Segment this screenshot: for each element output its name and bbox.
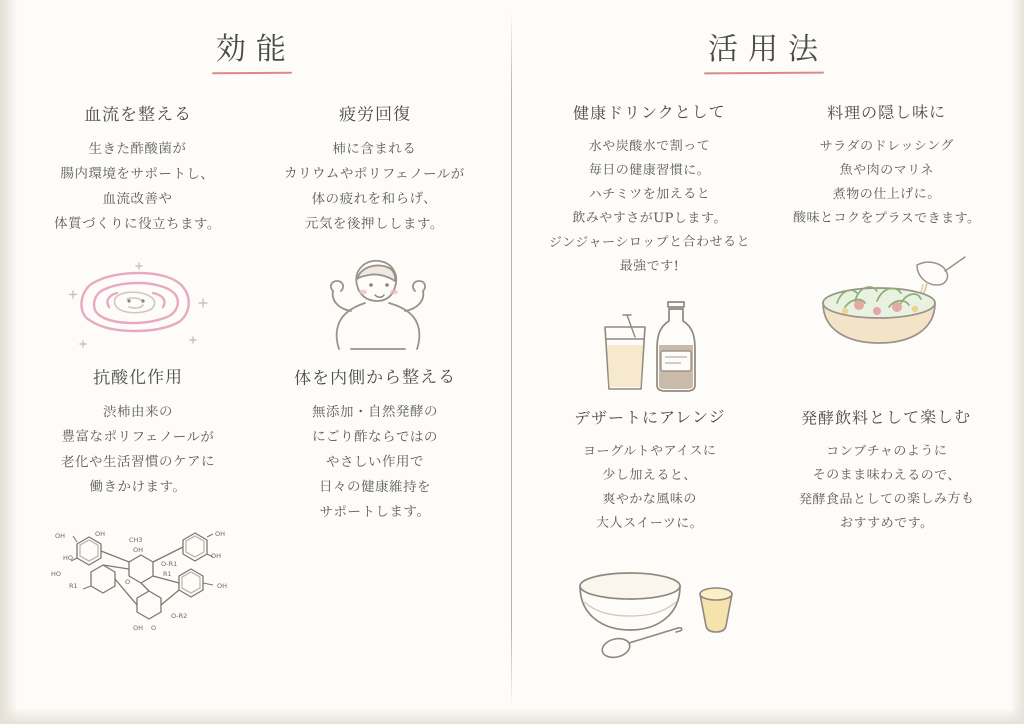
right-column [512, 0, 1024, 724]
card-line: 飲みやすさがUPします。 [572, 210, 727, 227]
svg-text:CH3: CH3 [128, 535, 143, 544]
card-title: 健康ドリンクとして [573, 102, 726, 123]
card-line: にごり酢ならではの [311, 428, 438, 446]
card-title: 料理の隠し味に [826, 102, 947, 123]
svg-text:HO: HO [62, 553, 73, 562]
svg-text:OH: OH [210, 551, 221, 560]
svg-text:OH: OH [214, 529, 225, 538]
card-line: 豊富なポリフェノールが [60, 428, 214, 446]
right-section-heading [538, 24, 998, 74]
card-body [312, 400, 438, 525]
left-card-grid [26, 100, 486, 634]
svg-text:OH: OH [216, 581, 227, 590]
card-line: サラダのドレッシング [819, 138, 954, 155]
card-body [61, 400, 215, 500]
card-title: デザートにアレンジ [573, 407, 726, 429]
left-section-heading [26, 24, 486, 74]
card-line: 働きかけます。 [88, 478, 186, 496]
right-section-title: 活用法 [702, 24, 834, 74]
card-health-drink [538, 100, 761, 397]
card-line: 生きた酢酸菌が [88, 140, 187, 158]
page-fold-line [511, 10, 512, 710]
card-fermented-drink [775, 405, 998, 670]
card-line: 日々の健康維持を [318, 478, 431, 496]
card-line: そのまま味わえるので、 [812, 467, 961, 484]
card-fatigue-recovery [263, 100, 486, 355]
salad-bowl-icon [797, 245, 977, 349]
card-body [54, 137, 221, 237]
card-line: 水や炭酸水で割って [588, 138, 711, 155]
svg-text:O: O [150, 623, 156, 632]
svg-text:O: O [124, 577, 130, 586]
card-line: 最強です! [619, 259, 680, 275]
card-body [284, 137, 465, 237]
card-line: 老化や生活習慣のケアに [60, 453, 215, 471]
card-line: カリウムやポリフェノールが [284, 165, 465, 183]
card-line: 血流改善や [102, 190, 173, 208]
svg-text:OH: OH [94, 529, 105, 538]
right-card-grid [538, 100, 998, 670]
card-line: 少し加えると、 [602, 468, 697, 484]
svg-text:OH: OH [54, 531, 65, 540]
card-line: ジンジャーシロップと合わせると [548, 234, 751, 251]
card-line: コンブチャのように [825, 443, 948, 460]
card-line: 発酵食品としての楽しみ方も [798, 491, 975, 508]
card-line: 煮物の仕上げに。 [832, 186, 941, 203]
card-dessert-arrange [538, 405, 761, 670]
card-body [549, 135, 750, 279]
card-body [799, 440, 975, 536]
svg-text:R1: R1 [68, 581, 78, 590]
card-line: 酸味とコクをプラスできます。 [792, 210, 981, 227]
flexing-person-icon [295, 251, 455, 355]
card-line: 柿に含まれる [332, 140, 417, 158]
card-line: 大人スイーツに。 [595, 516, 704, 532]
polyphenol-molecule-icon [33, 514, 243, 634]
card-line: やさしい作用で [325, 453, 424, 471]
card-title: 疲労回復 [338, 104, 411, 126]
card-title: 抗酸化作用 [92, 367, 183, 389]
card-body [793, 135, 981, 231]
glass-and-bottle-icon [565, 293, 735, 397]
svg-text:OH: OH [132, 545, 143, 554]
card-line: おすすめです。 [839, 516, 934, 532]
card-line: ヨーグルトやアイスに [582, 443, 717, 460]
svg-text:O-R2: O-R2 [170, 611, 187, 620]
card-line: 体質づくりに役立ちます。 [53, 215, 221, 233]
card-line: ハチミツを加えると [588, 186, 711, 203]
left-section-title: 効能 [210, 24, 302, 74]
card-line: 魚や肉のマリネ [839, 162, 934, 179]
card-line: 体の疲れを和らげ、 [311, 190, 438, 208]
card-title: 血流を整える [83, 104, 192, 126]
card-title: 発酵飲料として楽しむ [801, 407, 972, 429]
card-antioxidant [26, 363, 249, 634]
card-line: 爽やかな風味の [602, 492, 697, 508]
card-inner-balance [263, 363, 486, 634]
card-line: サポートします。 [318, 503, 430, 521]
card-cooking-secret [775, 100, 998, 397]
card-line: 毎日の健康習慣に。 [588, 162, 711, 179]
card-line: 元気を後押しします。 [304, 215, 444, 233]
svg-text:O-R1: O-R1 [160, 559, 177, 568]
card-body [583, 440, 716, 536]
svg-text:HO: HO [50, 569, 61, 578]
yogurt-bowl-spoon-icon [550, 550, 750, 670]
svg-text:OH: OH [132, 623, 143, 632]
card-line: 無添加・自然発酵の [311, 403, 438, 421]
intestine-character-icon [53, 251, 223, 355]
card-line: 腸内環境をサポートし、 [60, 165, 215, 183]
svg-text:R1: R1 [162, 569, 172, 578]
card-title: 体を内側から整える [293, 367, 456, 389]
card-blood-flow [26, 100, 249, 355]
card-line: 渋柿由来の [102, 403, 173, 421]
